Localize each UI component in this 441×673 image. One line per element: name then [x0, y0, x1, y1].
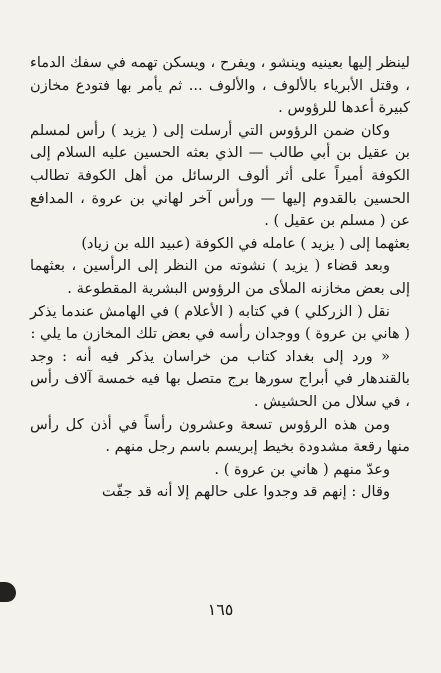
- quote-paragraph-1: « ورد إلى بغداد كتاب من خراسان يذكر فيه أنه : وجد بالقندهار في أبراج سورها برج متصل بها فيه خمسة آلاف رأس ، في سلال من الحشيش .: [30, 347, 410, 410]
- paragraph-5: نقل ( الزركلي ) في كتابه ( الأعلام ) في الهامش عندما يذكر ( هاني بن عروة ) ووجدان رأسه في بعض تلك المخازن ما يلي :: [30, 302, 410, 343]
- paragraph-4: وبعد قضاء ( يزيد ) نشوته من النظر إلى الرأسين ، بعثهما إلى بعض مخازنه الملأى من الرؤوس البشرية المقطوعة .: [30, 257, 410, 297]
- scan-thumb-mark: [0, 582, 16, 602]
- page-number: ١٦٥: [207, 600, 234, 619]
- paragraph-3: بعثهما إلى ( يزيد ) عامله في الكوفة (عبيد الله بن زياد): [81, 234, 410, 252]
- quote-paragraph-3: وعدّ منهم ( هاني بن عروة ) .: [214, 460, 390, 478]
- quote-paragraph-2: ومن هذه الرؤوس تسعة وعشرون رأساً في أذن كل رأس منها رقعة مشدودة بخيط إبريسم باسم رجل منهم .: [30, 415, 410, 456]
- body-text: [30, 52, 410, 504]
- paragraph-1: لينظر إليها بعينيه وينشو ، ويفرح ، ويسكن تهمه في سفك الدماء ، وقتل الأبرياء بالألوف ، والألوف ... ثم يأمر بها فتودع مخازن كبيرة أعدها للرؤوس .: [30, 54, 410, 117]
- paragraph-2: وكان ضمن الرؤوس التي أرسلت إلى ( يزيد ) رأس لمسلم بن عقيل بن أبي طالب — الذي بعثه الحسين عليه السلام إلى الكوفة أميراً على أثر ألوف الرسائل من أهل الكوفة تطالب الحسين بالقدوم إليها — ورأس آخر لهاني بن عروة ، المدافع عن ( مسلم بن عقيل ) .: [30, 121, 410, 230]
- quote-paragraph-4: وقال : إنهم قد وجدوا على حالهم إلا أنه قد جفّت: [101, 483, 390, 501]
